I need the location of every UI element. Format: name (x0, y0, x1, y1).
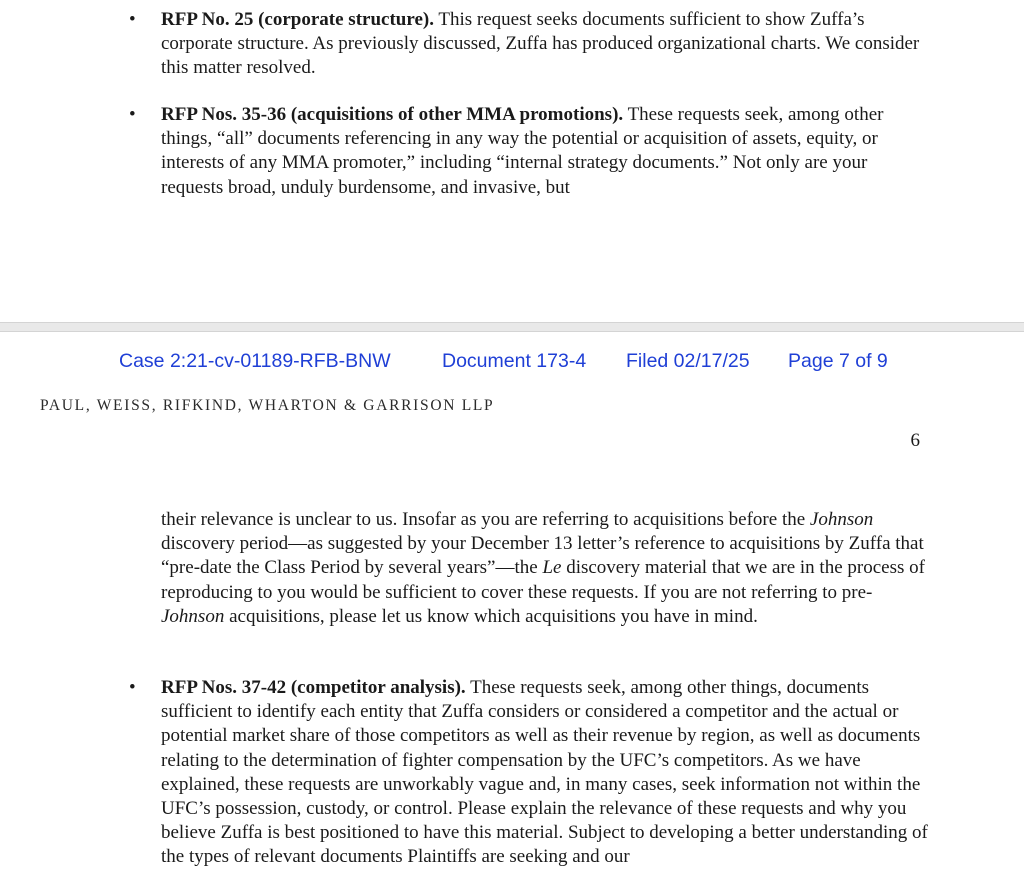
continuation-text-2: discovery period—as suggested by your December 13 letter’s reference to acquisitions by Zuffa that “pre-date the Class Period by several years”—the (161, 533, 924, 579)
continuation-italic-2: Le (542, 557, 562, 579)
rfp-25-heading: RFP No. 25 (corporate structure). (161, 9, 434, 30)
rfp-37-42-text (161, 676, 931, 870)
rfp-37-42-body: These requests seek, among other things, documents sufficient to identify each entity that Zuffa considers or considered a competitor and the actual or potential market share of those competitors as well as their revenue by region, as well as documents relating to the determination of fighter compensation by the UFC’s competitors. As we have explained, these requests are unworkably vague and, in many cases, seek information not within the UFC’s possession, custody, or control. Please explain the relevance of these requests and why you believe Zuffa is best positioned to have this material. Subject to developing a better understanding of the types of relevant documents Plaintiffs are seeking and our (161, 677, 928, 868)
bullet-marker: • (129, 9, 136, 30)
court-filing-stamp (119, 350, 919, 376)
rfp-35-36-text (161, 103, 931, 200)
stamp-filed-date: Filed 02/17/25 (626, 350, 750, 372)
page-separator (0, 322, 1024, 332)
rfp-35-36-body: These requests seek, among other things, “all” documents referencing in any way the potential or acquisition of assets, equity, or interests of any MMA promoter,” including “internal strategy documents.” Not only are your requests broad, unduly burdensome, and invasive, but (161, 104, 884, 198)
rfp-25-text (161, 8, 931, 81)
continuation-text-1: their relevance is unclear to us. Insofar as you are referring to acquisitions before the (161, 509, 810, 530)
stamp-case-number: Case 2:21-cv-01189-RFB-BNW (119, 350, 391, 372)
continuation-text-3: discovery material that we are in the process of reproducing to you would be sufficient to cover these requests. If you are not referring to pre- (161, 557, 925, 603)
document-page-top (0, 0, 1024, 322)
bullet-marker: • (129, 677, 136, 698)
firm-letterhead: PAUL, WEISS, RIFKIND, WHARTON & GARRISON LLP (40, 397, 495, 414)
continuation-text-4: acquisitions, please let us know which acquisitions you have in mind. (224, 605, 758, 627)
rfp-35-36-heading: RFP Nos. 35-36 (acquisitions of other MMA promotions). (161, 104, 624, 125)
bullet-marker: • (129, 104, 136, 125)
page-number: 6 (910, 430, 920, 451)
continuation-italic-1: Johnson (809, 509, 874, 530)
continuation-paragraph (161, 508, 931, 629)
rfp-25-body: This request seeks documents sufficient to show Zuffa’s corporate structure. As previously discussed, Zuffa has produced organizational charts. We consider this matter resolved. (161, 9, 920, 79)
continuation-italic-3: Johnson (161, 605, 225, 627)
stamp-document: Document 173-4 (442, 350, 587, 372)
rfp-37-42-heading: RFP Nos. 37-42 (competitor analysis). (161, 677, 466, 698)
stamp-page: Page 7 of 9 (788, 350, 888, 372)
